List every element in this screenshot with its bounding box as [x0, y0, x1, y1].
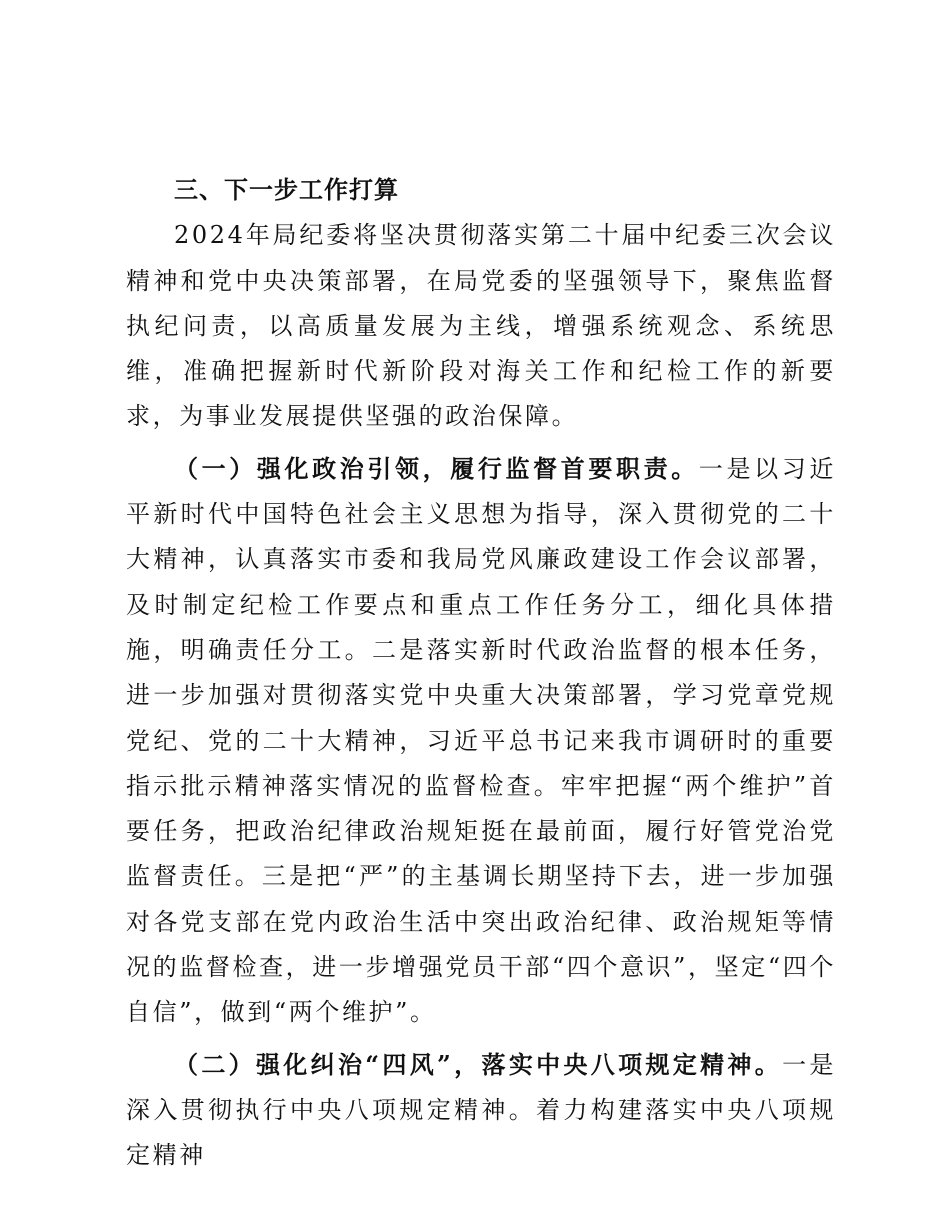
document-body: [126, 168, 836, 1179]
section-2-lead: （二）强化纠治“四风”，落实中央八项规定精神。: [174, 1049, 783, 1079]
section-2-body: 一是深入贯彻执行中央八项规定精神。着力构建落实中央八项规定精神: [126, 1050, 836, 1170]
intro-paragraph: 2024年局纪委将坚决贯彻落实第二十届中纪委三次会议精神和党中央决策部署，在局党委的坚强领导下，聚焦监督执纪问责，以高质量发展为主线，增强系统观念、系统思维，准确把握新时代新阶段对海关工作和纪检工作的新要求，为事业发展提供坚强的政治保障。: [126, 221, 836, 431]
section-2-paragraph: [126, 1042, 836, 1179]
section-1-lead: （一）强化政治引领，履行监督首要职责。: [174, 453, 699, 483]
section-heading: 三、下一步工作打算: [174, 176, 399, 204]
section-1-paragraph: [126, 446, 836, 1036]
section-1-body: 一是以习近平新时代中国特色社会主义思想为指导，深入贯彻党的二十大精神，认真落实市委和我局党风廉政建设工作会议部署，及时制定纪检工作要点和重点工作任务分工，细化具体措施，明确责任分工。二是落实新时代政治监督的根本任务，进一步加强对贯彻落实党中央重大决策部署，学习党章党规党纪、党的二十大精神，习近平总书记来我市调研时的重要指示批示精神落实情况的监督检查。牢牢把握“两个维护”首要任务，把政治纪律政治规矩挺在最前面，履行好管党治党监督责任。三是把“严”的主基调长期坚持下去，进一步加强对各党支部在党内政治生活中突出政治纪律、政治规矩等情况的监督检查，进一步增强党员干部“四个意识”，坚定“四个自信”，做到“两个维护”。: [126, 454, 836, 1027]
